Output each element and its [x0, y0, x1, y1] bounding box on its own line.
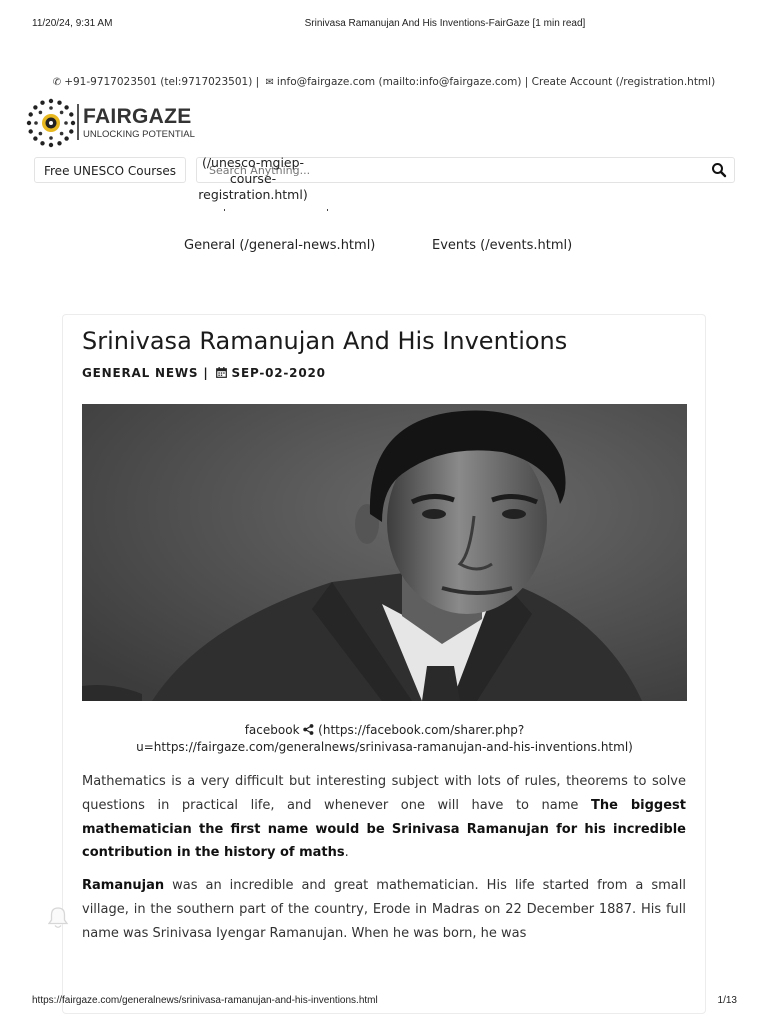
share-icon[interactable] [303, 724, 314, 735]
free-unesco-courses-button[interactable]: Free UNESCO Courses [34, 157, 186, 183]
facebook-share-url-cont[interactable]: u=https://fairgaze.com/generalnews/srinivasa-ramanujan-and-his-inventions.html) [136, 740, 633, 754]
envelope-icon: ✉ [265, 77, 274, 88]
logo-divider [77, 104, 79, 140]
nav-general-link[interactable]: General (/general-news.html) [184, 238, 376, 253]
logo-tagline: UNLOCKING POTENTIAL [83, 129, 195, 140]
phone-icon: ✆ [52, 77, 62, 88]
paragraph-2-highlight: Ramanujan [82, 878, 165, 893]
article-meta [82, 366, 326, 380]
article-category[interactable]: GENERAL NEWS | [82, 366, 209, 380]
article-portrait-image [82, 404, 687, 701]
unesco-registration-link[interactable]: (/unesco-mgiep-course-registration.html) [198, 155, 308, 202]
print-page-number: 1/13 [717, 995, 737, 1006]
bell-icon[interactable] [47, 906, 69, 930]
phone-link[interactable]: +91-9717023501 (tel:9717023501) | [64, 76, 260, 88]
print-footer-url: https://fairgaze.com/generalnews/srinivasa-ramanujan-and-his-inventions.html [32, 995, 378, 1006]
site-logo[interactable] [26, 98, 206, 148]
paragraph-1-highlight: The biggest mathematician the first name would be Srinivasa Ramanujan for his incredible contribution in the history of maths [82, 797, 686, 861]
search-icon[interactable] [710, 161, 728, 179]
facebook-share-label[interactable]: facebook [244, 723, 300, 737]
print-datetime: 11/20/24, 9:31 AM [32, 18, 113, 29]
contact-bar [0, 76, 768, 88]
paragraph-1-end: . [344, 845, 349, 861]
facebook-share[interactable] [82, 722, 687, 756]
nav-events-link[interactable]: Events (/events.html) [432, 238, 573, 253]
article-paragraph-2 [82, 874, 686, 945]
paragraph-2-text: was an incredible and great mathematician. His life started from a small village, in the southern part of the country, Erode in Madras on 22 December 1887. His full name was Srinivasa Iyengar Ramanujan. When he was born, he was [82, 878, 686, 941]
calendar-icon [216, 367, 227, 378]
article-paragraph-1 [82, 770, 686, 865]
logo-name: FAIRGAZE [83, 105, 192, 128]
logo-mark-icon [26, 98, 76, 148]
article-title: Srinivasa Ramanujan And His Inventions [82, 327, 568, 355]
print-doc-title: Srinivasa Ramanujan And His Inventions-FairGaze [1 min read] [304, 18, 586, 29]
paragraph-1-text: Mathematics is a very difficult but interesting subject with lots of rules, theorems to solve questions in practical life, and whenever one will have to name [82, 774, 686, 813]
article-date: SEP-02-2020 [231, 366, 326, 380]
clipped-nav-row [224, 205, 328, 213]
email-link[interactable]: info@fairgaze.com (mailto:info@fairgaze.com) | Create Account (/registration.html) [276, 76, 716, 88]
facebook-share-url[interactable]: (https://facebook.com/sharer.php? [318, 723, 525, 737]
